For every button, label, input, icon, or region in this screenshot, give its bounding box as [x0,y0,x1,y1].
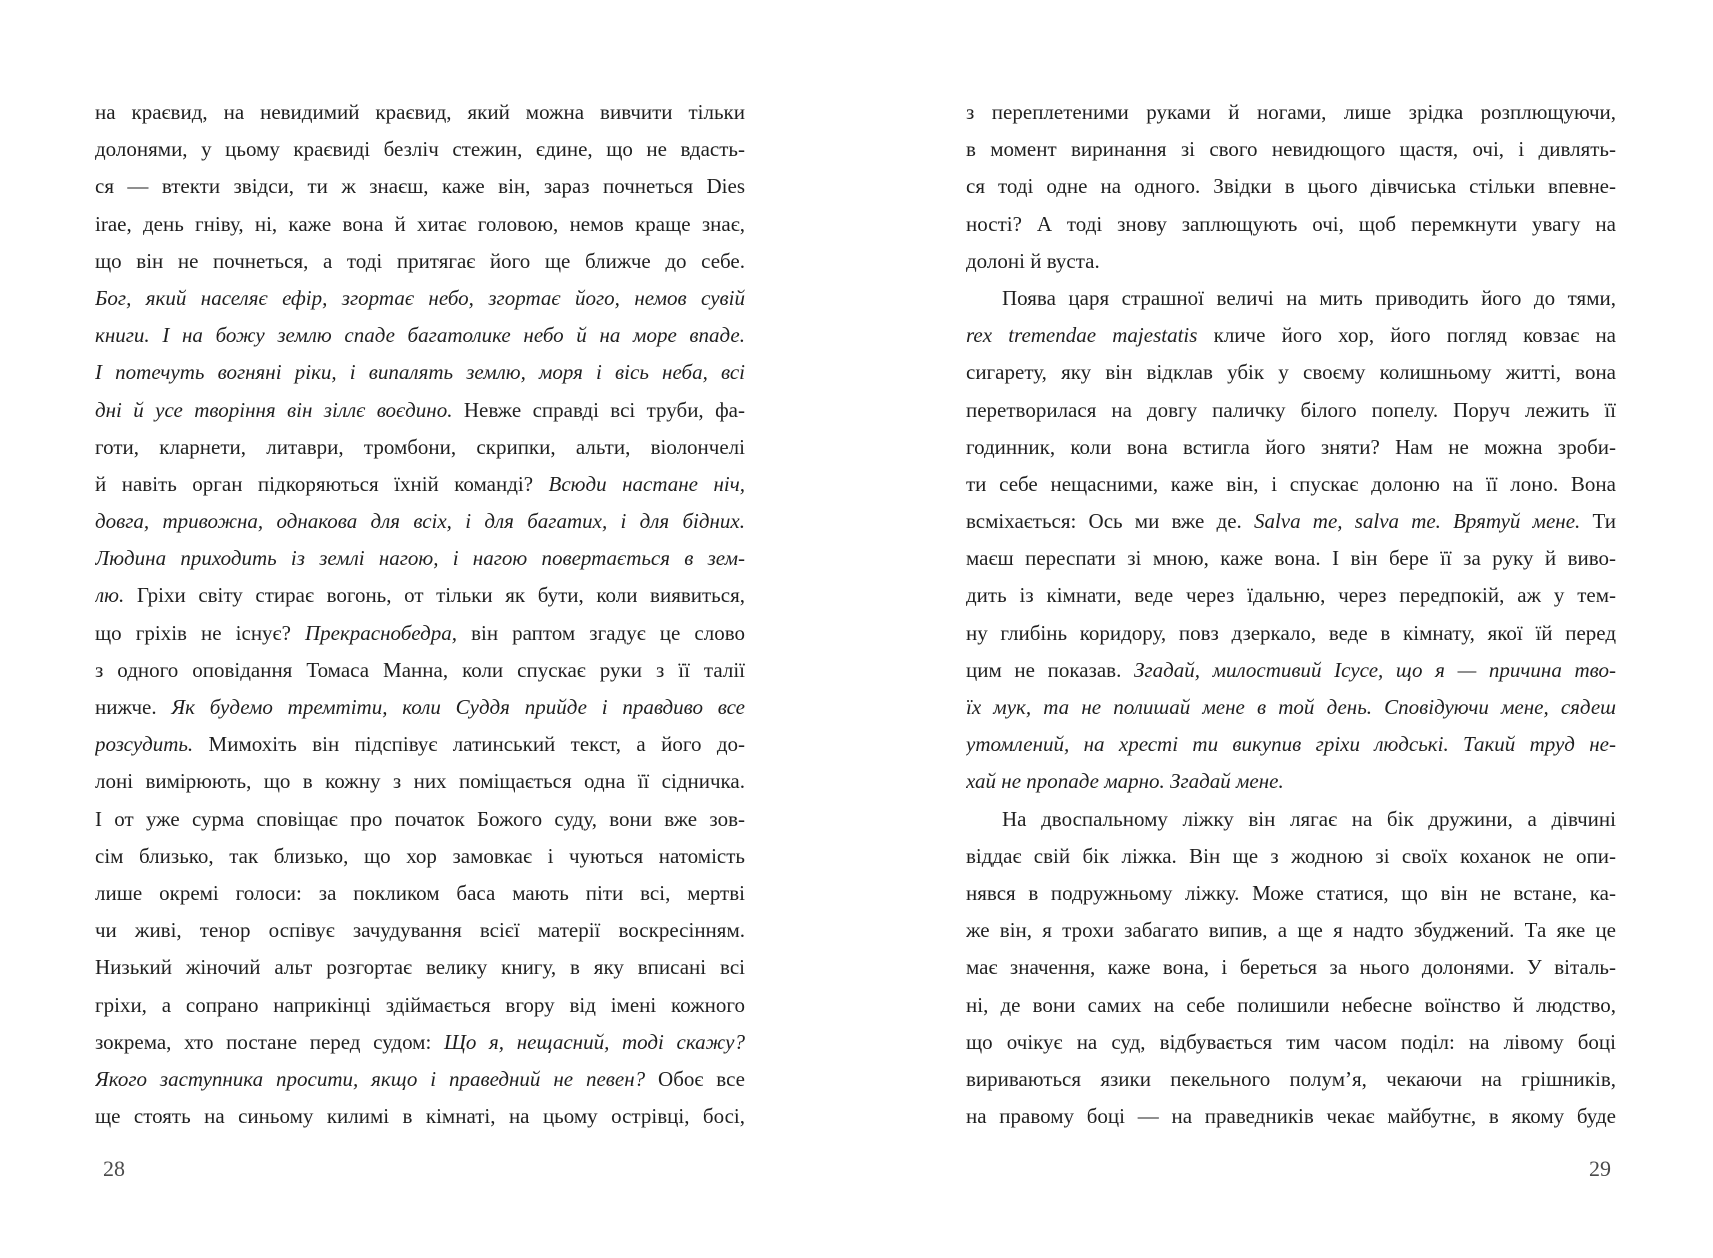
text-segment: вириваються язики пекельного полум’я, чекаючи на грішників, [966,1066,1616,1091]
text-segment: Гріхи світу стирає вогонь, от тільки як бути, коли виявиться, [124,583,745,608]
text-line [966,949,1616,986]
text-line [966,429,1616,466]
text-segment: І от уже сурма сповіщає про початок Божого суду, вони вже зов- [95,806,745,831]
italic-text-segment: Що я, нещасний, тоді скажу? [443,1029,745,1054]
text-line [95,987,745,1024]
text-segment: має значення, каже вона, і береться за нього долонями. У віталь- [966,955,1616,980]
text-segment: що гріхів не існує? [95,620,305,645]
text-segment: ні, де вони самих на себе полишили небесне воїнство й людство, [966,992,1616,1017]
text-segment: маєш переспати зі мною, каже вона. І він бере її за руку й виво- [966,546,1616,571]
page-number-right: 29 [1589,1156,1611,1181]
text-segment: чи живі, тенор оспівує зачудування всієї матерії воскресінням. [95,918,745,943]
text-segment: сім близько, так близько, що хор замовкає і чуються натомість [95,843,745,868]
text-segment: Мимохіть він підспівує латинський текст, а його до- [193,732,745,757]
italic-text-segment: дні й усе творіння він зіллє воєдино. [95,397,453,422]
text-line [95,94,745,131]
text-line [95,763,745,800]
italic-text-segment: Якого заступника просити, якщо і праведний не певен? [95,1066,646,1091]
text-line [966,726,1616,763]
text-line [966,354,1616,391]
italic-text-segment: rex tremendae majestatis [966,323,1198,348]
text-segment: він раптом згадує це слово [456,620,745,645]
text-line [966,987,1616,1024]
text-line [95,503,745,540]
text-line [966,392,1616,429]
italic-text-segment: Всюди настане ніч, [548,471,745,496]
text-segment: на краєвид, на невидимий краєвид, який можна вивчити тільки [95,100,745,124]
text-segment: цим не показав. [966,657,1134,682]
text-segment: сигарету, яку він відклав убік у своєму колишньому житті, вона [966,360,1616,385]
text-line [966,652,1616,689]
text-segment: годинник, коли вона встигла його зняти? Нам не можна зроби- [966,434,1616,459]
italic-text-segment: Salva me, salva me. Врятуй мене. [1253,509,1581,534]
text-line [95,615,745,652]
text-line [95,689,745,726]
text-segment: irae, день гніву, ні, каже вона й хитає головою, немов краще знає, [95,211,745,236]
text-line [95,243,745,280]
italic-text-segment: хай не пропаде марно. Згадай мене. [966,769,1284,794]
italic-text-segment: лю. [95,583,125,608]
text-line [966,503,1616,540]
text-segment: же він, я трохи забагато випив, а ще я надто збуджений. Та яке це [966,918,1616,943]
page-left-text-column [95,94,745,1135]
text-segment: Обоє все [645,1066,745,1091]
text-segment: Ти [1580,509,1616,534]
italic-text-segment: Згадай, милостивий Ісусе, що я — причина тво- [1134,657,1616,682]
text-line [966,838,1616,875]
text-segment: кличе його хор, його погляд ковзає на [1197,323,1616,348]
text-line [95,466,745,503]
italic-text-segment: Прекраснобедра, [304,620,457,645]
text-line [95,1098,745,1135]
text-segment: На двоспальному ліжку він лягає на бік дружини, а дівчині [1002,806,1616,831]
text-segment: на правому боці — на праведників чекає майбутнє, в якому буде [966,1104,1616,1129]
text-line [95,801,745,838]
text-segment: й навіть орган підкоряються їхній команді? [95,471,549,496]
text-line [966,1061,1616,1098]
text-line [966,801,1616,838]
text-line [966,94,1616,131]
text-line [95,1061,745,1098]
text-segment: Невже справді всі труби, фа- [452,397,745,422]
text-segment: ти себе нещасними, каже він, і спускає долоню на її лоно. Вона [966,471,1616,496]
text-line [966,131,1616,168]
text-line [966,912,1616,949]
text-segment: зокрема, хто постане перед судом: [95,1029,444,1054]
text-line [966,280,1616,317]
text-segment: гріхи, а сопрано наприкінці здіймається вгору від імені кожного [95,992,745,1017]
text-line [95,577,745,614]
text-segment: ну глибінь коридору, повз дзеркало, веде в кімнату, якої їй перед [966,620,1616,645]
text-segment: Низький жіночий альт розгортає велику книгу, в яку вписані всі [95,955,745,980]
text-segment: лоні вимірюють, що в кожну з них поміщається одна її сідничка. [95,769,745,794]
text-line [966,689,1616,726]
italic-text-segment: Людина приходить із землі нагою, і нагою повертається в зем- [95,546,745,571]
page-number-left: 28 [103,1156,125,1181]
page-right-text-column [966,94,1616,1135]
text-line [966,577,1616,614]
italic-text-segment: І потечуть вогняні ріки, і випалять землю, моря і вісь неба, всі [95,360,745,385]
text-line [95,540,745,577]
text-segment: готи, кларнети, литаври, тромбони, скрипки, альти, віолончелі [95,434,745,459]
text-segment: дить із кімнати, веде через їдальню, через передпокій, аж у тем- [966,583,1616,608]
text-segment: в момент виринання зі свого невидющого щастя, очі, і дивлять- [966,137,1616,162]
text-line [95,726,745,763]
text-line [95,131,745,168]
text-line [95,317,745,354]
text-segment: лише окремі голоси: за покликом баса мають піти всі, мертві [95,880,745,905]
text-line [966,317,1616,354]
text-segment: долоні й вуста. [966,248,1100,273]
text-line [966,875,1616,912]
text-line [95,912,745,949]
text-segment: ності? А тоді знову заплющують очі, щоб перемкнути увагу на [966,211,1616,236]
text-line [966,763,1616,800]
text-line [966,1098,1616,1135]
text-line [95,875,745,912]
text-segment: всміхається: Ось ми вже де. [966,509,1254,534]
text-segment: нявся в подружньому ліжку. Може статися, що він не встане, ка- [966,880,1616,905]
text-segment: ся тоді одне на одного. Звідки в цього дівчиська стільки впевне- [966,174,1616,199]
text-line [966,466,1616,503]
text-line [966,540,1616,577]
italic-text-segment: їх мук, та не полишай мене в той день. Сповідуючи мене, сядеш [966,695,1616,719]
text-line [95,949,745,986]
text-line [95,206,745,243]
text-line [95,280,745,317]
text-line [966,168,1616,205]
text-segment: з одного оповідання Томаса Манна, коли спускає руки з її талії [95,657,745,682]
italic-text-segment: книги. І на божу землю спаде багатолике небо й на море впаде. [95,323,745,348]
text-segment: що він не почнеться, а тоді притягає його ще ближче до себе. [95,248,745,273]
text-line [95,429,745,466]
text-line [966,615,1616,652]
text-segment: що очікує на суд, відбувається тим часом поділ: на лівому боці [966,1029,1616,1054]
italic-text-segment: Бог, який населяє ефір, згортає небо, згортає його, немов сувій [95,285,745,310]
text-segment: Поява царя страшної величі на мить приводить його до тями, [1002,285,1616,310]
italic-text-segment: Як будемо тремтіти, коли Суддя прийде і правдиво все [171,695,745,719]
italic-text-segment: утомлений, на хресті ти викупив гріхи людські. Такий труд не- [966,732,1616,757]
text-line [966,243,1616,280]
text-line [95,168,745,205]
text-segment: долонями, у цьому краєвиді безліч стежин, єдине, що не вдасть- [95,137,745,162]
text-segment: перетворилася на довгу паличку білого попелу. Поруч лежить її [966,397,1616,422]
text-line [95,354,745,391]
text-line [95,652,745,689]
text-segment: віддає свій бік ліжка. Він ще з жодною зі своїх коханок не опи- [966,843,1616,868]
text-line [95,838,745,875]
italic-text-segment: довга, тривожна, однакова для всіх, і для багатих, і для бідних. [95,509,745,534]
text-segment: ся — втекти звідси, ти ж знаєш, каже він, зараз почнеться Dies [95,174,745,199]
text-line [95,392,745,429]
text-segment: з переплетеними руками й ногами, лише зрідка розплющуючи, [966,100,1616,124]
text-segment: ще стоять на синьому килимі в кімнаті, на цьому острівці, босі, [95,1104,745,1129]
text-segment: нижче. [95,695,172,719]
text-line [966,206,1616,243]
text-line [966,1024,1616,1061]
italic-text-segment: розсудить. [95,732,194,757]
text-line [95,1024,745,1061]
